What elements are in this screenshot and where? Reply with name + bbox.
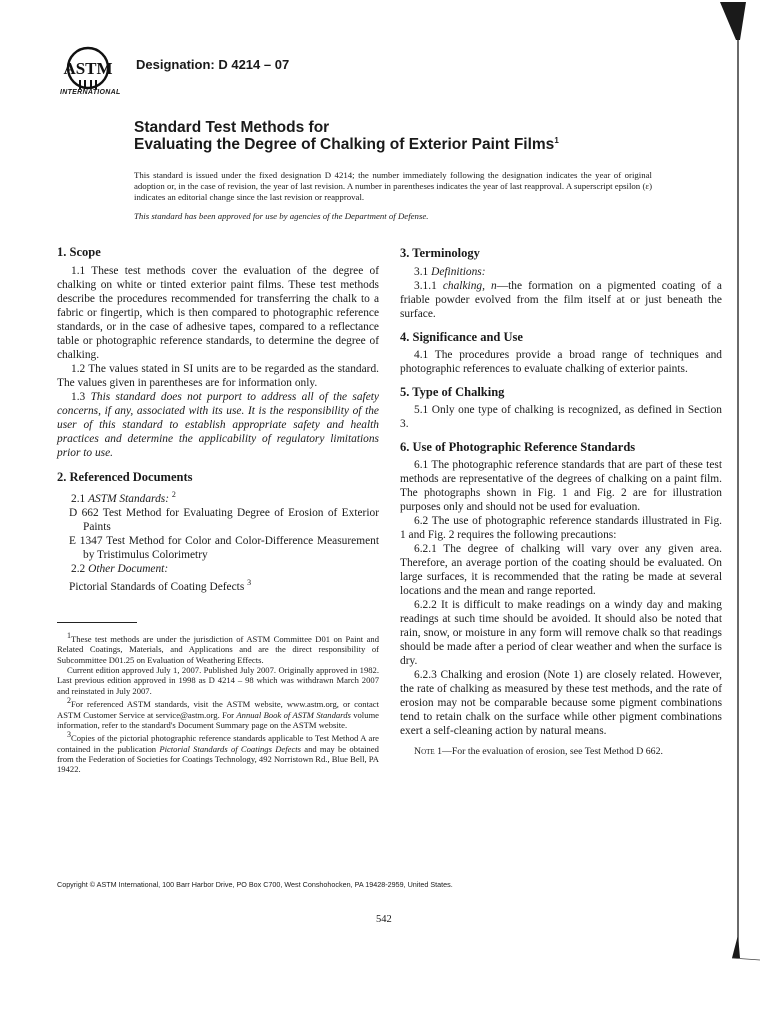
para-6-2-2: 6.2.2 It is difficult to make readings on a windy day and making readings at such time should be avoided. It should also be noted that rain, snow, or moisture in any form will remove chalk so that readings should be made after a period of clear weather and when the surface is dry. [400,599,722,667]
footnote-2-text-b: volume information, refer to the standard's Document Summary page on the ASTM website. [57,709,379,730]
logo-text: ASTM [63,59,113,78]
para-6-1: 6.1 The photographic reference standards that are part of these test methods are representative of the degrees of chalking on a paint film. The photographs shown in Fig. 1 and Fig. 2 are for illustration purposes only and should not be used for evaluation. [400,459,722,513]
para-2-1-number: 2.1 [71,492,89,505]
footnote-1 [57,631,379,665]
footnote-2-text-a: For referenced ASTM standards, visit the ASTM website, www.astm.org, or contact ASTM Customer Service at service@astm.org. For [57,699,379,720]
footnote-2 [57,696,379,730]
dod-approval-note: This standard has been approved for use by agencies of the Department of Defense. [134,211,429,221]
footnote-ref-3: 3 [247,577,252,587]
footnote-3-marker: 3 [67,730,71,740]
para-1-1: 1.1 These test methods cover the evaluation of the degree of chalking on white or tinted exterior paint films. These test methods describe the procedures recommended for transferring the chalk to a fabric or fingertip, which is then compared to photographic reference standards, or in the case of adhesive tapes, compared to a reflectance table or photographic reference standards, to determine the degree of chalking. [57,265,379,361]
designation: Designation: D 4214 – 07 [136,57,290,72]
para-6-2: 6.2 The use of photographic reference standards illustrated in Fig. 1 and Fig. 2 requires the following precautions: [400,515,722,541]
para-1-3 [57,390,379,460]
para-2-1 [57,488,379,506]
right-column [400,246,722,757]
para-3-1-number: 3.1 [414,266,432,278]
note-1-text: —For the evaluation of erosion, see Test Method D 662. [442,746,663,757]
section-4-heading: 4. Significance and Use [400,330,523,344]
section-6-heading: 6. Use of Photographic Reference Standards [400,440,636,454]
copyright-line: Copyright © ASTM International, 100 Barr Harbor Drive, PO Box C700, West Conshohocken, PA 19428-2959, United States. [57,880,453,889]
reference-e1347: E 1347 Test Method for Color and Color-Difference Measurement by Tristimulus Colorimetry [69,534,379,561]
footnotes [57,631,379,775]
title-text: Evaluating the Degree of Chalking of Exterior Paint Films [134,136,555,154]
footnote-3 [57,730,379,774]
para-1-3-number: 1.3 [71,391,91,403]
title-line-1: Standard Test Methods for [134,119,330,136]
section-3-heading: 3. Terminology [400,246,480,260]
left-column [57,245,379,594]
term-chalking: chalking, n [442,280,497,292]
title-line-2 [134,136,559,154]
para-3-1-1 [400,279,722,321]
page-number: 542 [376,914,392,925]
para-3-1-1-number: 3.1.1 [414,280,443,292]
footnote-1-edition: Current edition approved July 1, 2007. Published July 2007. Originally approved in 1982. Last previous edition approved in 1998 as D 4214 – 98 which was withdrawn March 2007 and reinstated in July 2007. [57,665,379,696]
note-1-label: Note 1 [414,746,443,757]
footnote-3-emphasis: Pictorial Standards of Coatings Defects [159,743,301,754]
footnote-3-text-a: Copies of the pictorial photographic reference standards applicable to Test Method A are contained in the publication [57,733,379,754]
footnote-2-emphasis: Annual Book of ASTM Standards [236,709,351,720]
reference-pictorial [57,576,379,594]
footnote-ref-2: 2 [171,490,176,499]
reference-pictorial-text: Pictorial Standards of Coating Defects [69,580,245,593]
para-6-2-3: 6.2.3 Chalking and erosion (Note 1) are closely related. However, the rate of chalking as measured by these test methods, and the rate of erosion may not be comparable because some pigment combinations tend to retain chalk on the surface while other pigment combinations exert a self-cleaning action by natural means. [400,669,722,737]
para-5-1: 5.1 Only one type of chalking is recognized, as defined in Section 3. [400,404,722,430]
para-3-1 [400,265,722,279]
note-1 [400,746,722,757]
para-2-2-number: 2.2 [71,562,89,575]
reference-d662: D 662 Test Method for Evaluating Degree of Erosion of Exterior Paints [69,506,379,533]
para-2-2-text: Other Document: [88,562,169,575]
logo-subtitle: INTERNATIONAL [60,89,121,96]
para-3-1-1-text: —the formation on a pigmented coating of a friable powder evolved from the film itself at or just beneath the surface. [400,280,722,320]
footnote-3-text-b: and may be obtained from the Federation of Societies for Coatings Technology, 492 Norristown Rd., Blue Bell, PA 19422. [57,743,379,775]
para-3-1-text: Definitions: [431,266,486,278]
para-2-1-text: ASTM Standards: [88,492,169,505]
title-footnote-marker: 1 [554,136,559,145]
section-2-heading: 2. Referenced Documents [57,470,193,484]
footnote-2-marker: 2 [67,696,71,706]
section-5-heading: 5. Type of Chalking [400,385,505,399]
para-1-2: 1.2 The values stated in SI units are to be regarded as the standard. The values given in parentheses are for information only. [57,363,379,389]
para-4-1: 4.1 The procedures provide a broad range of techniques and photographic references to evaluate chalking of exterior paints. [400,349,722,375]
preamble-text: This standard is issued under the fixed designation D 4214; the number immediately following the designation indicates the year of original adoption or, in the case of revision, the year of last revision. A number in parentheses indicates the year of last reapproval. A superscript epsilon (ε) indicates an editorial change since the last revision or reapproval. [134,170,652,202]
footnote-1-text: These test methods are under the jurisdiction of ASTM Committee D01 on Paint and Related Coatings, Materials, and Applications and are the direct responsibility of Subcommittee D01.25 on Evaluation of Weathering Effects. [57,633,379,665]
para-1-3-text: This standard does not purport to address all of the safety concerns, if any, associated with its use. It is the responsibility of the user of this standard to establish appropriate safety and health practices and determine the applicability of regulatory limitations prior to use. [57,391,379,459]
para-2-2 [57,562,379,576]
para-6-2-1: 6.2.1 The degree of chalking will vary over any given area. Therefore, an average portion of the coating should be evaluated. On large surfaces, it is recommended that the rating be made at several locations and the mean and range reported. [400,543,722,597]
footnote-1-marker: 1 [67,631,71,640]
footnote-divider [57,622,137,623]
section-1-heading: 1. Scope [57,245,101,259]
